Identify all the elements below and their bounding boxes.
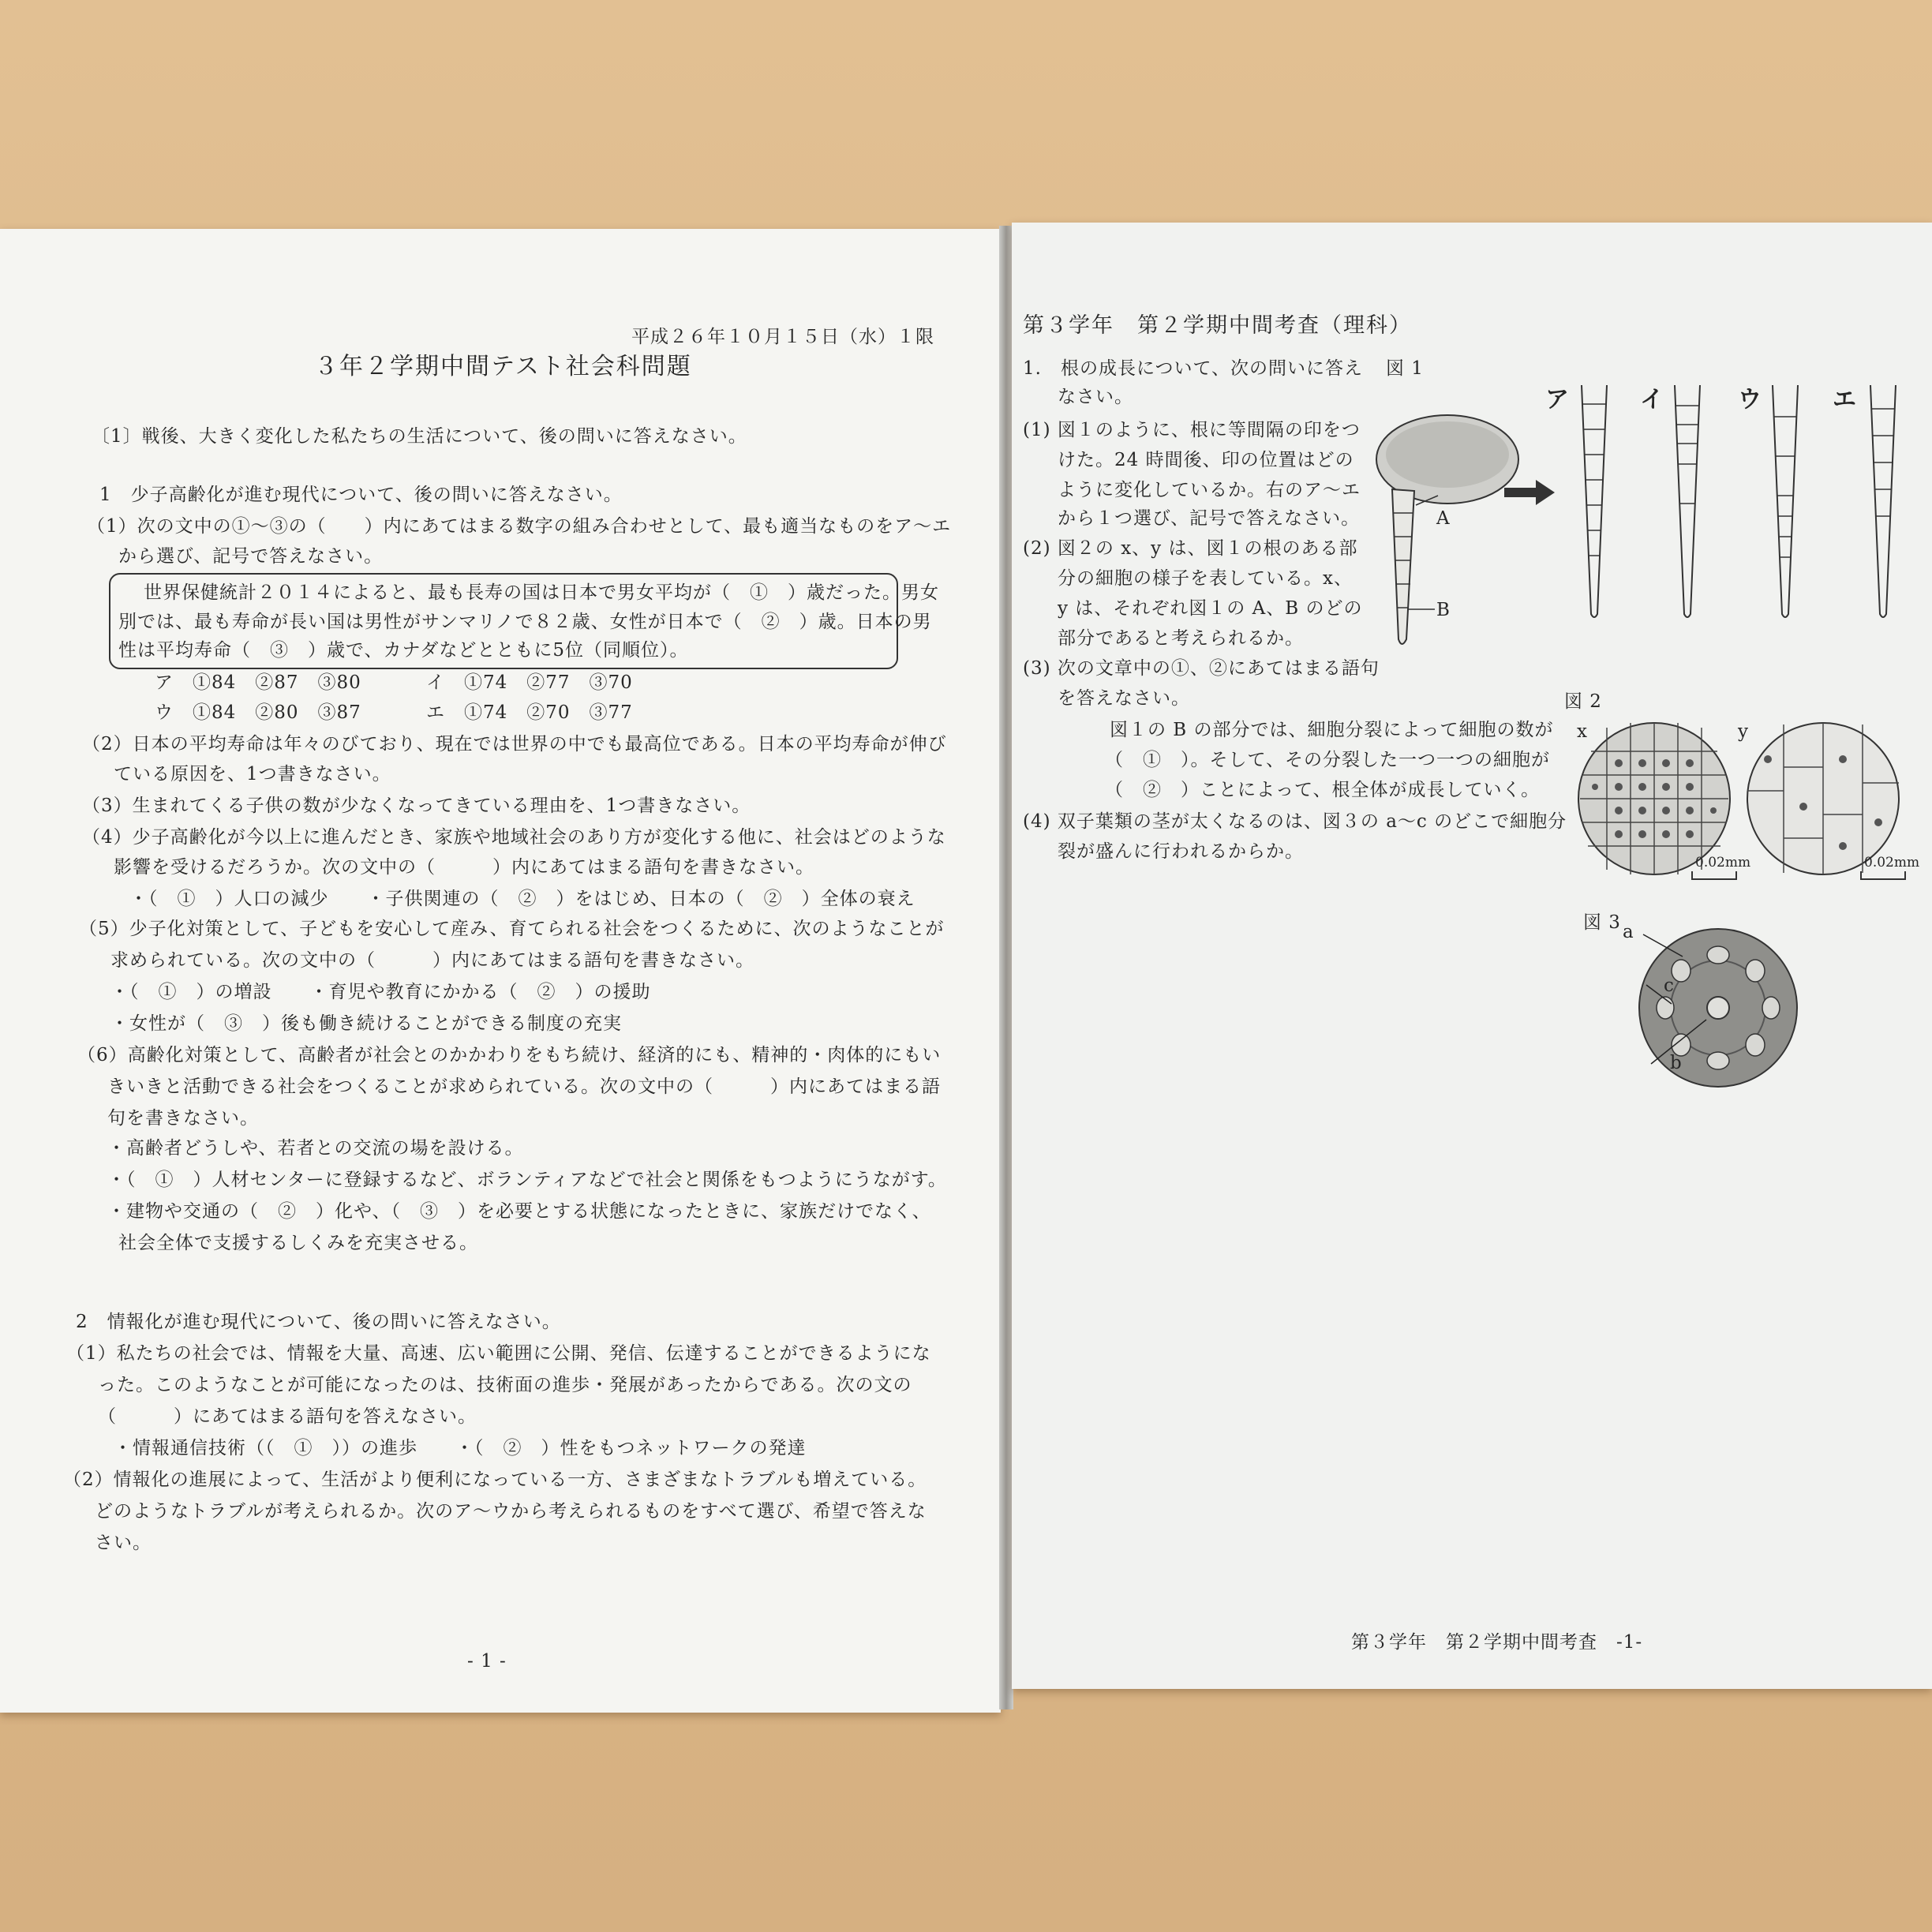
science-title: 第３学年 第２学期中間考査（理科）: [1023, 313, 1412, 338]
q2-2-text: どのようなトラブルが考えられるか。次のア～ウから考えられるものをすべて選び、希望で答えな: [95, 1501, 927, 1522]
science-p1-text: けた。24 時間後、印の位置はどの: [1058, 450, 1354, 470]
choice-u: ウ ①84 ②80 ③87: [155, 702, 361, 723]
page-number: - 1 -: [467, 1651, 507, 1672]
figure-2-label: 図 2: [1564, 691, 1602, 712]
q2-1-text: （ ）にあてはまる語句を答えなさい。: [98, 1406, 477, 1427]
quote-text: 性は平均寿命（ ③ ）歳で、カナダなどとともに5位（同順位）。: [118, 640, 689, 661]
science-p2-text: 分の細胞の様子を表している。x、: [1058, 568, 1353, 589]
q1-1-text: から選び、記号で答えなさい。: [118, 546, 384, 567]
page-title: ３年２学期中間テスト社会科問題: [314, 353, 692, 380]
figure-3-label-a: a: [1623, 922, 1634, 942]
science-p4-text: (4) 双子葉類の茎が太くなるのは、図３の a～c のどこで細胞分: [1023, 811, 1567, 832]
arrow-icon: [1503, 477, 1558, 508]
q1-5-text: 求められている。次の文中の（ ）内にあてはまる語句を書きなさい。: [110, 950, 754, 971]
figure-1-seed-root: [1359, 402, 1564, 655]
root-choice-u-label: ウ: [1738, 386, 1762, 414]
q1-1-text: （1）次の文中の①～③の（ ）内にあてはまる数字の組み合わせとして、最も適当なものをア～エ: [87, 516, 952, 537]
science-p1-text: ように変化しているか。右のア～エ: [1058, 480, 1361, 500]
root-choice-a-label: ア: [1545, 386, 1570, 414]
figure-1-label: 図 1: [1386, 358, 1424, 379]
quote-text: 別では、最も寿命が長い国は男性がサンマリノで８２歳、女性が日本で（ ② ）歳。日本の男: [118, 612, 932, 632]
page-footer: 第３学年 第２学期中間考査 -1-: [1351, 1632, 1643, 1653]
choice-i: イ ①74 ②77 ③70: [426, 672, 633, 693]
date-line: 平成２６年１０月１５日（水）１限: [631, 327, 934, 347]
q1-6-text: ・高齢者どうしや、若者との交流の場を設ける。: [107, 1138, 524, 1159]
q1-4-text: 影響を受けるだろうか。次の文中の（ ）内にあてはまる語句を書きなさい。: [114, 857, 814, 878]
q2-2-text: （2）情報化の進展によって、生活がより便利になっている一方、さまざまなトラブルも増えている。: [63, 1470, 927, 1490]
root-choice-e-label: エ: [1833, 386, 1857, 414]
q1-2-text: （2）日本の平均寿命は年々のびており、現在では世界の中でも最高位である。日本の平均寿命が伸び: [82, 734, 947, 754]
choice-e: エ ①74 ②70 ③77: [426, 702, 633, 723]
figure-3-label: 図 3: [1583, 912, 1621, 933]
figure-2-x-label: x: [1577, 721, 1588, 742]
root-choice-a-figure: [1575, 385, 1615, 622]
root-choice-i-figure: [1668, 385, 1708, 622]
q1-6-text: 句を書きなさい。: [107, 1108, 259, 1129]
q2-2-text: さい。: [95, 1533, 152, 1553]
scale-label-y: 0.02mm: [1864, 855, 1920, 871]
choice-a: ア ①84 ②87 ③80: [155, 672, 361, 693]
q1-5-text: （5）少子化対策として、子どもを安心して産み、育てられる社会をつくるために、次のようなことが: [79, 919, 945, 939]
q2-1-text: （1）私たちの社会では、情報を大量、高速、広い範囲に公開、発信、伝達することができるようにな: [66, 1343, 931, 1364]
q1-6-text: 社会全体で支援するしくみを充実させる。: [118, 1233, 478, 1253]
q1-5-text: ・（ ① ）の増設 ・育児や教育にかかる（ ② ）の援助: [110, 982, 651, 1002]
scale-label-x: 0.02mm: [1695, 855, 1751, 871]
q1-3-text: （3）生まれてくる子供の数が少なくなってきている理由を、1つ書きなさい。: [82, 796, 751, 816]
section-1-heading: 1 少子高齢化が進む現代について、後の問いに答えなさい。: [99, 485, 623, 505]
label-b: B: [1436, 600, 1451, 620]
label-a: A: [1436, 508, 1451, 529]
science-p3-text: （ ① ）。そして、その分裂した一つ一つの細胞が: [1105, 750, 1551, 770]
science-p3-text: を答えなさい。: [1058, 688, 1190, 709]
section-2-heading: 2 情報化が進む現代について、後の問いに答えなさい。: [76, 1312, 561, 1332]
science-p4-text: 裂が盛んに行われるからか。: [1058, 841, 1304, 862]
science-p1-text: (1) 図１のように、根に等間隔の印をつ: [1023, 420, 1361, 440]
figure-3-stem-section: [1635, 925, 1801, 1091]
left-exam-page: [0, 229, 1001, 1713]
figure-3-label-c: c: [1664, 975, 1675, 996]
q1-5-text: ・女性が（ ③ ）後も働き続けることができる制度の充実: [110, 1013, 622, 1034]
science-p2-text: (2) 図２の x、y は、図１の根のある部: [1023, 538, 1358, 559]
science-p2-text: 部分であると考えられるか。: [1058, 628, 1304, 649]
science-p1-text: から１つ選び、記号で答えなさい。: [1058, 508, 1361, 529]
root-choice-e-figure: [1864, 385, 1904, 622]
science-q1-text: なさい。: [1058, 387, 1133, 407]
question-1-heading: 〔1〕戦後、大きく変化した私たちの生活について、後の問いに答えなさい。: [92, 426, 747, 447]
figure-2-y-label: y: [1738, 721, 1749, 742]
q1-2-text: ている原因を、1つ書きなさい。: [114, 764, 391, 784]
q2-1-text: ・情報通信技術（（ ① ））の進歩 ・（ ② ）性をもつネットワークの発達: [114, 1438, 807, 1458]
root-choice-i-label: イ: [1640, 386, 1664, 414]
q1-6-text: きいきと活動できる社会をつくることが求められている。次の文中の（ ）内にあてはまる語: [107, 1076, 941, 1097]
science-q1-text: 1. 根の成長について、次の問いに答え: [1023, 358, 1364, 379]
right-exam-page: [1012, 223, 1932, 1689]
q1-4-text: （4）少子高齢化が今以上に進んだとき、家族や地域社会のあり方が変化する他に、社会はどのような: [82, 827, 946, 848]
science-p3-text: (3) 次の文章中の①、②にあてはまる語句: [1023, 658, 1380, 679]
figure-3-label-b: b: [1670, 1053, 1683, 1073]
root-choice-u-figure: [1766, 385, 1806, 622]
q1-6-text: ・建物や交通の（ ② ）化や、（ ③ ）を必要とする状態になったときに、家族だけでなく、: [107, 1201, 931, 1222]
q1-6-text: （6）高齢化対策として、高齢者が社会とのかかわりをもち続け、経済的にも、精神的・肉体的にもい: [77, 1045, 942, 1065]
q2-1-text: った。このようなことが可能になったのは、技術面の進歩・発展があったからである。次の文の: [98, 1375, 912, 1395]
science-p2-text: y は、それぞれ図１の A、B のどの: [1058, 598, 1363, 619]
q1-4-text: ・（ ① ）人口の減少 ・子供関連の（ ② ）をはじめ、日本の（ ② ）全体の衰え: [129, 889, 915, 909]
quote-text: 世界保健統計２０１４によると、最も長寿の国は日本で男女平均が（ ① ）歳だった。男女: [144, 582, 939, 603]
science-p3-text: （ ② ）ことによって、根全体が成長していく。: [1105, 780, 1541, 800]
q1-6-text: ・（ ① ）人材センターに登録するなど、ボランティアなどで社会と関係をもつようにうながす。: [107, 1170, 947, 1190]
science-p3-text: 図１の B の部分では、細胞分裂によって細胞の数が: [1110, 720, 1554, 740]
